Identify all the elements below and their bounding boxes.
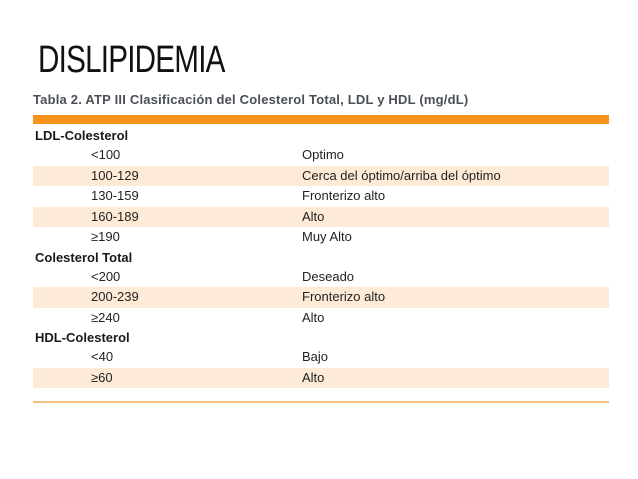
classification-table (33, 126, 609, 388)
classification-cell: Alto (302, 208, 325, 224)
range-cell: <40 (91, 349, 114, 364)
classification-cell: Muy Alto (302, 229, 352, 244)
table-row (33, 347, 609, 368)
table-row (33, 166, 609, 187)
table-row (33, 145, 609, 166)
table-caption-text: ATP III Clasificación del Colesterol Total, LDL y HDL (mg/dL) (85, 92, 469, 107)
range-cell: ≥60 (91, 369, 113, 385)
table-row (33, 308, 609, 329)
table-row (33, 287, 609, 308)
classification-cell: Alto (302, 309, 325, 325)
table-row (33, 267, 609, 288)
classification-cell: Fronterizo alto (302, 188, 386, 203)
table-bottom-rule (33, 401, 609, 403)
range-cell: ≥190 (91, 229, 120, 244)
table-row (33, 368, 609, 389)
section-colesterol-total (33, 248, 609, 329)
classification-cell: Fronterizo alto (302, 289, 386, 304)
classification-cell: Deseado (302, 268, 355, 284)
section-hdl (33, 328, 609, 388)
table-row (33, 227, 609, 248)
classification-cell: Alto (302, 369, 325, 385)
range-cell: 160-189 (91, 208, 139, 224)
range-cell: <200 (91, 268, 121, 284)
range-cell: <100 (91, 147, 121, 162)
table-top-rule (33, 115, 609, 124)
section-header: Colesterol Total (35, 249, 133, 265)
section-ldl (33, 126, 609, 248)
table-caption-number: Tabla 2. (33, 92, 83, 107)
classification-cell: Optimo (302, 147, 344, 162)
slide-title: DISLIPIDEMIA (38, 39, 225, 81)
range-cell: 200-239 (91, 289, 139, 304)
section-header: HDL-Colesterol (35, 330, 130, 345)
range-cell: 130-159 (91, 188, 139, 203)
section-header: LDL-Colesterol (35, 128, 129, 143)
table-caption (33, 92, 468, 107)
table-row (33, 207, 609, 228)
range-cell: ≥240 (91, 309, 120, 325)
range-cell: 100-129 (91, 167, 139, 183)
classification-cell: Cerca del óptimo/arriba del óptimo (302, 167, 501, 183)
table-row (33, 186, 609, 207)
classification-cell: Bajo (302, 349, 329, 364)
